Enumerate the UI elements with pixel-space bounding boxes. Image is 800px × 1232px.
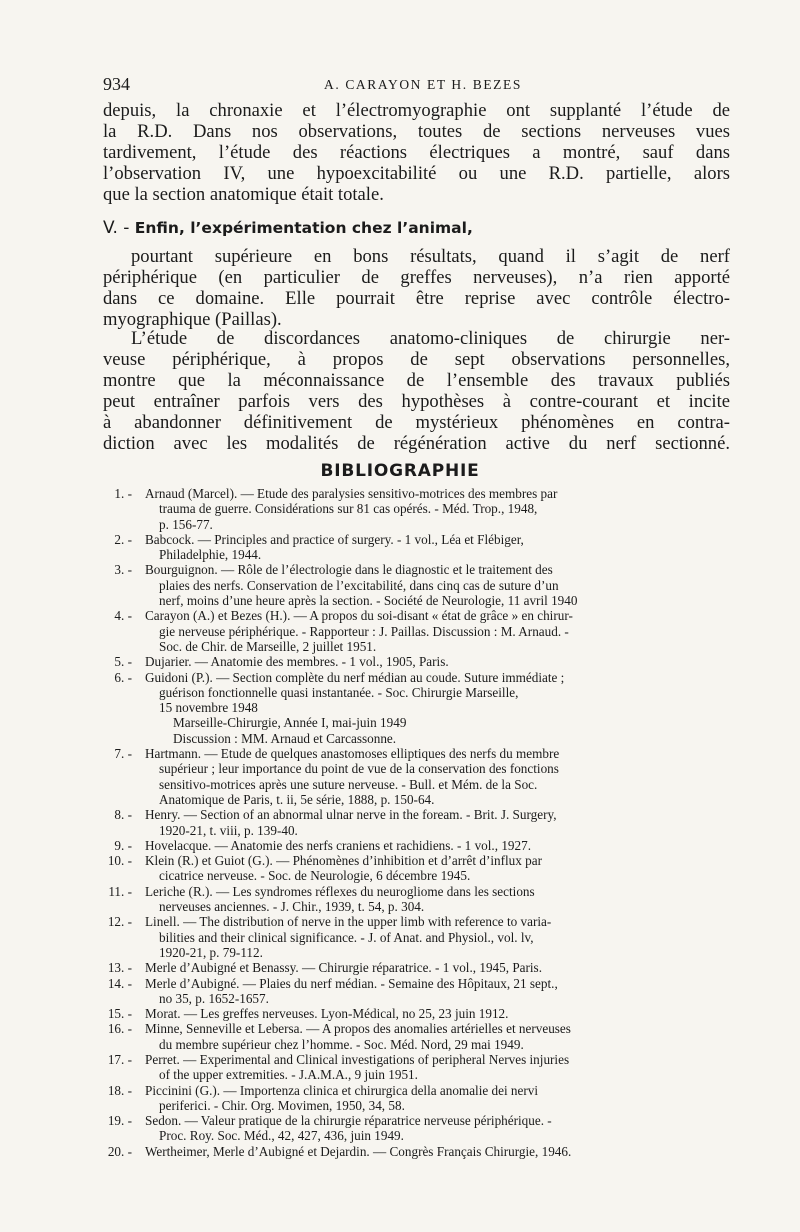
text-line: que la section anatomique était totale. <box>103 184 384 205</box>
reference-item <box>100 1021 740 1052</box>
reference-item <box>100 746 740 807</box>
reference-line: Linell. — The distribution of nerve in the upper limb with reference to varia- <box>145 914 552 930</box>
reference-line: Carayon (A.) et Bezes (H.). — A propos du soi-disant « état de grâce » en chirur- <box>145 608 573 624</box>
reference-number: 7. - <box>114 746 132 762</box>
reference-line: 15 novembre 1948 <box>159 700 258 716</box>
text-line: montre que la méconnaissance de l’ensemble des travaux publiés <box>103 370 730 391</box>
reference-item <box>100 884 740 915</box>
paragraph-3 <box>103 328 730 454</box>
paragraph-1 <box>103 100 730 205</box>
reference-line: Marseille-Chirurgie, Année I, mai-juin 1949 <box>173 715 407 731</box>
reference-line: Wertheimer, Merle d’Aubigné et Dejardin. — Congrès Français Chirurgie, 1946. <box>145 1143 572 1159</box>
reference-item <box>100 1052 740 1083</box>
reference-item <box>100 838 740 853</box>
reference-item <box>100 976 740 1007</box>
reference-line: Merle d’Aubigné et Benassy. — Chirurgie réparatrice. - 1 vol., 1945, Paris. <box>145 960 542 976</box>
reference-number: 18. - <box>107 1082 132 1098</box>
text-line: périphérique (en particulier de greffes nerveuses), n’a rien apporté <box>103 267 730 288</box>
bibliography-title: BIBLIOGRAPHIE <box>320 461 480 481</box>
text-line: diction avec les modalités de régénération active du nerf sectionné. <box>103 433 730 454</box>
reference-line: Babcock. — Principles and practice of surgery. - 1 vol., Léa et Flébiger, <box>145 531 524 547</box>
reference-line: periferici. - Chir. Org. Movimen, 1950, 34, 58. <box>159 1097 405 1113</box>
paragraph-2 <box>103 246 730 330</box>
reference-number: 12. - <box>107 914 132 930</box>
reference-number: 16. - <box>107 1021 132 1037</box>
page-number: 934 <box>103 74 130 94</box>
reference-item <box>100 608 740 654</box>
reference-item <box>100 562 740 608</box>
reference-line: Merle d’Aubigné. — Plaies du nerf médian. - Semaine des Hôpitaux, 21 sept., <box>145 975 558 991</box>
section-v-heading <box>103 218 730 238</box>
reference-number: 5. - <box>114 654 132 670</box>
reference-item <box>100 1083 740 1114</box>
text-line: peut entraîner parfois vers des hypothèses à contre-courant et incite <box>103 391 730 412</box>
reference-item <box>100 532 740 563</box>
reference-line: Hovelacque. — Anatomie des nerfs craniens et rachidiens. - 1 vol., 1927. <box>145 837 531 853</box>
reference-line: du membre supérieur chez l’homme. - Soc. Méd. Nord, 29 mai 1949. <box>159 1036 524 1052</box>
reference-line: no 35, p. 1652-1657. <box>159 990 269 1006</box>
reference-line: Piccinini (G.). — Importenza clinica et chirurgica della anomalie dei nervi <box>145 1082 539 1098</box>
text-line: à abandonner définitivement de mystérieux phénomènes en contra- <box>103 412 730 433</box>
reference-line: Anatomique de Paris, t. ii, 5e série, 1888, p. 150-64. <box>159 791 435 807</box>
reference-item <box>100 853 740 884</box>
reference-number: 15. - <box>107 1006 132 1022</box>
reference-line: Klein (R.) et Guiot (G.). — Phénomènes d’inhibition et d’arrêt d’influx par <box>145 853 542 869</box>
reference-number: 9. - <box>114 837 132 853</box>
reference-item <box>100 1144 740 1159</box>
text-line: dans ce domaine. Elle pourrait être reprise avec contrôle électro- <box>103 288 730 309</box>
reference-line: Perret. — Experimental and Clinical investigations of peripheral Nerves injuries <box>145 1051 570 1067</box>
reference-line: Dujarier. — Anatomie des membres. - 1 vol., 1905, Paris. <box>145 654 449 670</box>
reference-line: Morat. — Les greffes nerveuses. Lyon-Médical, no 25, 23 juin 1912. <box>145 1006 509 1022</box>
reference-list <box>100 486 740 1159</box>
reference-line: guérison fonctionnelle quasi instantanée. - Soc. Chirurgie Marseille, <box>159 684 519 700</box>
reference-line: 1920-21, p. 79-112. <box>159 944 263 960</box>
reference-line: of the upper extremities. - J.A.M.A., 9 juin 1951. <box>159 1067 418 1083</box>
reference-number: 17. - <box>107 1051 132 1067</box>
reference-line: nerveuses anciennes. - J. Chir., 1939, t. 54, p. 304. <box>159 899 425 915</box>
reference-line: Discussion : MM. Arnaud et Carcassonne. <box>173 730 397 746</box>
reference-item <box>100 654 740 669</box>
reference-line: Sedon. — Valeur pratique de la chirurgie réparatrice nerveuse périphérique. - <box>145 1113 552 1129</box>
reference-line: 1920-21, t. viii, p. 139-40. <box>159 822 298 838</box>
reference-line: nerf, moins d’une heure après la section. - Société de Neurologie, 11 avril 1940 <box>159 593 578 609</box>
reference-line: Minne, Senneville et Lebersa. — A propos des anomalies artérielles et nerveuses <box>145 1021 571 1037</box>
text-line: L’étude de discordances anatomo-cliniques de chirurgie ner- <box>131 328 730 349</box>
text-line: tardivement, l’étude des réactions électriques a montré, sauf dans <box>103 142 730 163</box>
reference-number: 19. - <box>107 1113 132 1129</box>
reference-line: plaies des nerfs. Conservation de l’excitabilité, dans cinq cas de suture d’un <box>159 577 559 593</box>
reference-number: 14. - <box>107 975 132 991</box>
reference-line: Soc. de Chir. de Marseille, 2 juillet 1951. <box>159 638 377 654</box>
text-line: la R.D. Dans nos observations, toutes de sections nerveuses vues <box>103 121 730 142</box>
text-line: l’observation IV, une hypoexcitabilité ou une R.D. partielle, alors <box>103 163 730 184</box>
reference-line: trauma de guerre. Considérations sur 81 cas opérés. - Méd. Trop., 1948, <box>159 501 538 517</box>
reference-line: bilities and their clinical significance. - J. of Anat. and Physiol., vol. lv, <box>159 929 534 945</box>
text-line: veuse périphérique, à propos de sept observations personnelles, <box>103 349 730 370</box>
reference-number: 8. - <box>114 807 132 823</box>
reference-line: Guidoni (P.). — Section complète du nerf médian au coude. Suture immédiate ; <box>145 669 565 685</box>
reference-number: 3. - <box>114 562 132 578</box>
reference-line: p. 156-77. <box>159 516 213 532</box>
text-line: depuis, la chronaxie et l’électromyographie ont supplanté l’étude de <box>103 100 730 121</box>
reference-line: Philadelphie, 1944. <box>159 547 262 563</box>
reference-line: Arnaud (Marcel). — Etude des paralysies sensitivo-motrices des membres par <box>145 486 558 501</box>
running-head: A. CARAYON ET H. BEZES <box>324 77 522 92</box>
reference-number: 20. - <box>107 1143 132 1159</box>
reference-item <box>100 1006 740 1021</box>
reference-line: Proc. Roy. Soc. Méd., 42, 427, 436, juin 1949. <box>159 1128 404 1144</box>
text-line: pourtant supérieure en bons résultats, quand il s’agit de nerf <box>131 246 730 267</box>
section-numeral: V. - <box>103 218 130 238</box>
reference-line: Hartmann. — Etude de quelques anastomoses elliptiques des nerfs du membre <box>145 746 560 762</box>
reference-line: Leriche (R.). — Les syndromes réflexes du neurogliome dans les sections <box>145 883 535 899</box>
reference-number: 6. - <box>114 669 132 685</box>
reference-item <box>100 914 740 960</box>
reference-line: gie nerveuse périphérique. - Rapporteur : J. Paillas. Discussion : M. Arnaud. - <box>159 623 569 639</box>
reference-line: supérieur ; leur importance du point de vue de la conservation des fonctions <box>159 761 559 777</box>
reference-number: 13. - <box>107 960 132 976</box>
section-heading-text: Enfin, l’expérimentation chez l’animal, <box>134 219 473 237</box>
text-line: myographique (Paillas). <box>103 309 282 330</box>
reference-number: 2. - <box>114 531 132 547</box>
reference-item <box>100 960 740 975</box>
reference-item <box>100 486 740 532</box>
reference-number: 10. - <box>107 853 132 869</box>
reference-item <box>100 1113 740 1144</box>
reference-number: 4. - <box>114 608 132 624</box>
reference-number: 1. - <box>114 486 132 501</box>
page-header <box>103 74 743 98</box>
reference-line: sensitivo-motrices après une suture nerveuse. - Bull. et Mém. de la Soc. <box>159 776 538 792</box>
reference-number: 11. - <box>108 883 132 899</box>
reference-item <box>100 807 740 838</box>
reference-line: Bourguignon. — Rôle de l’électrologie dans le diagnostic et le traitement des <box>145 562 553 578</box>
reference-item <box>100 670 740 746</box>
reference-line: Henry. — Section of an abnormal ulnar nerve in the foream. - Brit. J. Surgery, <box>145 807 557 823</box>
reference-line: cicatrice nerveuse. - Soc. de Neurologie, 6 décembre 1945. <box>159 868 471 884</box>
